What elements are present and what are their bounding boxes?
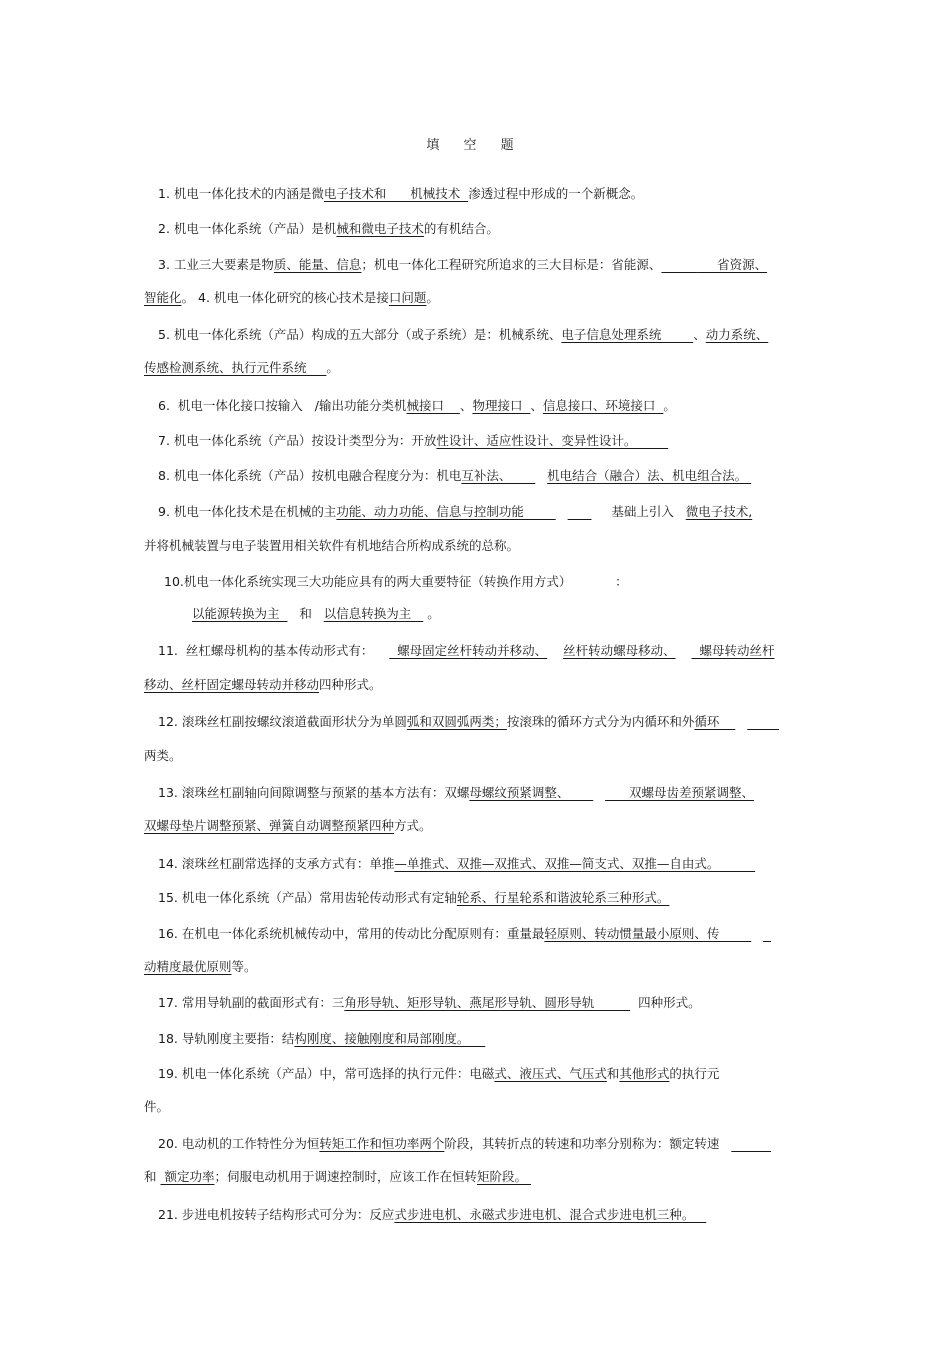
answer-blank: 轮系、行星轮系和谐波轮系三种形式。 — [456, 890, 670, 905]
question-text: 。 4. 机电一体化研究的核心技术是接 — [181, 290, 389, 305]
question-text: 方式。 — [394, 818, 432, 833]
question-text: 11. 丝杠螺母机构的基本传动形式有： — [158, 643, 390, 658]
answer-blank: 循环 — [694, 714, 736, 729]
answer-blank: 额定功率 — [160, 1169, 215, 1184]
question-text — [735, 714, 747, 729]
question-text: 7. 机电一体化系统（产品）按设计类型分为：开放 — [158, 433, 437, 448]
question-text: 6. 机电一体化接口按输入 /输出功能分类机 — [158, 398, 407, 413]
question-text: 并将机械装置与电子装置用相关软件有机地结合所构成系统的总称。 — [144, 538, 520, 553]
answer-blank: 信息接口、环境接口 — [542, 398, 664, 413]
question-text: 10.机电一体化系统实现三大功能应具有的两大重要特征（转换作用方式） ： — [164, 574, 628, 589]
question-5-continued — [144, 358, 812, 378]
answer-blank: 螺母转动丝杆 — [691, 643, 775, 658]
answer-blank: 矩阶段。 — [476, 1169, 531, 1184]
question-14 — [144, 854, 826, 874]
answer-blank: —单推式、双推—双推式、双推—简支式、双推—自由式。 — [394, 856, 756, 871]
answer-blank: 式步进电机、永磁式步进电机、混合式步进电机三种。 — [394, 1207, 707, 1222]
question-8 — [144, 466, 826, 486]
answer-blank: 转矩工作和恒功率两个 — [319, 1136, 445, 1151]
answer-blank: 动力系统、 — [705, 327, 769, 342]
question-text: 四种形式。 — [630, 995, 701, 1010]
answer-blank: 物理接口 — [472, 398, 531, 413]
question-text: 。 — [326, 360, 339, 375]
answer-blank: 以能源转换为主 — [192, 606, 288, 621]
answer-blank: 机电结合（融合）法、机电组合法。 — [547, 468, 752, 483]
question-text: 3. 工业三大要素是物 — [158, 257, 274, 272]
question-text: 、 — [459, 398, 473, 413]
answer-blank — [763, 926, 771, 941]
answer-blank: 以信息转换为主 — [323, 606, 424, 621]
question-10-answers — [144, 604, 860, 624]
question-11-continued — [144, 675, 812, 695]
question-19-continued — [144, 1097, 812, 1117]
answer-blank: 质、能量、信息 — [273, 257, 362, 272]
question-text: 18. 导轨刚度主要指：结 — [158, 1031, 295, 1046]
answer-blank: 性设计、适应性设计、变异性设计。 — [436, 433, 669, 448]
answer-blank — [568, 504, 592, 519]
question-11 — [144, 641, 826, 661]
answer-blank: 动精度最优原则 — [144, 959, 232, 974]
answer-blank: 微电子技术, — [685, 504, 753, 519]
answer-blank: 其他形式 — [619, 1066, 670, 1081]
question-text: 。 — [426, 290, 439, 305]
question-text — [593, 785, 605, 800]
question-1 — [144, 184, 826, 204]
question-20 — [144, 1134, 826, 1154]
answer-blank: 弧和双圆弧两类； — [406, 714, 507, 729]
question-text: 和 — [144, 1169, 161, 1184]
question-3-continued — [144, 288, 812, 308]
answer-blank: 口问题 — [388, 290, 427, 305]
answer-blank: 电子技术和 机械技术 — [323, 186, 469, 201]
question-text: 1. 机电一体化技术的内涵是微 — [158, 186, 324, 201]
question-text — [535, 468, 547, 483]
question-19 — [144, 1064, 826, 1084]
question-13 — [144, 783, 826, 803]
answer-blank: 式、液压式、气压式 — [494, 1066, 607, 1081]
question-10 — [144, 572, 832, 592]
answer-blank: 轻原则、转动惯量最小原则、传 — [544, 926, 752, 941]
answer-blank: 螺母固定丝杆转动并移动、 — [389, 643, 548, 658]
question-text: ；伺服电动机用于调速控制时，应该工作在恒转 — [214, 1169, 477, 1184]
question-16 — [144, 924, 826, 944]
answer-blank — [661, 257, 697, 272]
answer-blank — [731, 1136, 771, 1151]
question-text: 21. 步进电机按转子结构形式可分为：反应 — [158, 1207, 395, 1222]
question-text: 17. 常用导轨副的截面形式有：三 — [158, 995, 345, 1010]
answer-blank: 省资源、 — [697, 257, 768, 272]
question-text — [556, 504, 568, 519]
question-16-continued — [144, 957, 812, 977]
question-text: 13. 滚珠丝杠副轴向间隙调整与预紧的基本方法有：双螺 — [158, 785, 470, 800]
question-3 — [144, 255, 826, 275]
question-text: 的执行元 — [669, 1066, 720, 1081]
answer-blank: 械和微电子技术 — [336, 221, 424, 236]
question-text — [547, 643, 563, 658]
question-17 — [144, 993, 826, 1013]
question-text: 件。 — [144, 1099, 170, 1114]
question-text: 渗透过程中形成的一个新概念。 — [468, 186, 644, 201]
question-text: 基础上引入 — [591, 504, 686, 519]
answer-blank: 角形导轨、矩形导轨、燕尾形导轨、圆形导轨 — [344, 995, 631, 1010]
question-text: 四种形式。 — [319, 677, 382, 692]
answer-blank: 电子信息处理系统 — [561, 327, 694, 342]
question-6 — [144, 396, 826, 416]
question-text: 16. 在机电一体化系统机械传动中，常用的传动比分配原则有：重量最 — [158, 926, 545, 941]
question-text: 两类。 — [144, 748, 182, 763]
question-text: 2. 机电一体化系统（产品）是机 — [158, 221, 337, 236]
question-text: 、 — [693, 327, 706, 342]
question-12 — [144, 712, 826, 732]
question-text: 14. 滚珠丝杠副常选择的支承方式有：单推 — [158, 856, 395, 871]
question-text: 按滚珠的循环方式分为内循环和外 — [506, 714, 695, 729]
question-text: 和 — [287, 606, 324, 621]
question-text: 15. 机电一体化系统（产品）常用齿轮传动形式有定轴 — [158, 890, 457, 905]
question-text: ；机电一体化工程研究所追求的三大目标是：省能源、 — [361, 257, 662, 272]
question-7 — [144, 431, 826, 451]
question-text: 19. 机电一体化系统（产品）中，常可选择的执行元件：电磁 — [158, 1066, 495, 1081]
question-text: 20. 电动机的工作特性分为恒 — [158, 1136, 320, 1151]
question-5 — [144, 325, 826, 345]
question-text: 5. 机电一体化系统（产品）构成的五大部分（或子系统）是：机械系统、 — [158, 327, 562, 342]
answer-blank: 互补法、 — [461, 468, 536, 483]
answer-blank: 双螺母齿差预紧调整、 — [605, 785, 754, 800]
question-text — [676, 643, 692, 658]
question-9 — [144, 502, 826, 522]
answer-blank: 丝杆转动螺母移动、 — [563, 643, 676, 658]
question-15 — [144, 888, 826, 908]
question-12-continued — [144, 746, 812, 766]
answer-blank: 械接口 — [406, 398, 460, 413]
question-text: 8. 机电一体化系统（产品）按机电融合程度分为：机电 — [158, 468, 462, 483]
answer-blank: 构刚度、接触刚度和局部刚度。 — [294, 1031, 486, 1046]
question-20-continued — [144, 1167, 812, 1187]
question-text: 和 — [606, 1066, 620, 1081]
question-21 — [144, 1205, 826, 1225]
question-text — [751, 926, 763, 941]
answer-blank: 母螺纹预紧调整、 — [469, 785, 594, 800]
question-text: 9. 机电一体化技术是在机械的主 — [158, 504, 337, 519]
answer-blank: 双螺母垫片调整预紧、弹簧自动调整预紧四种 — [144, 818, 395, 833]
question-text: 的有机结合。 — [423, 221, 499, 236]
question-9-continued — [144, 536, 812, 556]
question-18 — [144, 1029, 826, 1049]
question-text: 阶段，其转折点的转速和功率分别称为：额定转速 — [444, 1136, 732, 1151]
answer-blank: 传感检测系统、执行元件系统 — [144, 360, 327, 375]
page-title: 填 空 题 — [426, 138, 524, 153]
question-text: 等。 — [231, 959, 257, 974]
answer-blank: 智能化 — [144, 290, 182, 305]
question-2 — [144, 219, 826, 239]
question-13-continued — [144, 816, 812, 836]
question-text: 12. 滚珠丝杠副按螺纹滚道截面形状分为单圆 — [158, 714, 407, 729]
question-text: 。 — [663, 398, 676, 413]
question-text: 、 — [530, 398, 543, 413]
question-text: 。 — [423, 606, 440, 621]
answer-blank — [747, 714, 779, 729]
answer-blank: 移动、丝杆固定螺母转动并移动 — [144, 677, 320, 692]
answer-blank: 功能、动力功能、信息与控制功能 — [336, 504, 556, 519]
